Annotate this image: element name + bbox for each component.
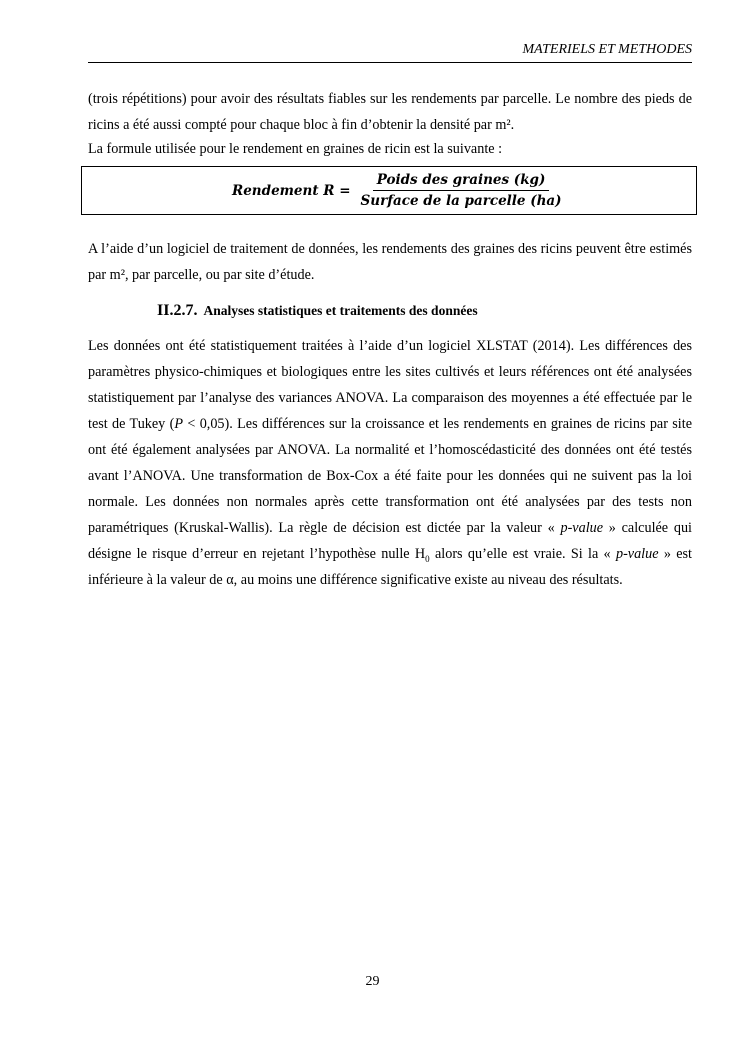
p-value-term: p-value <box>560 520 604 536</box>
p-value-term: p-value <box>615 546 659 562</box>
intro-paragraph: (trois répétitions) pour avoir des résultats fiables sur les rendements par parcelle. Le nombre des pieds de ricins a été aussi compté pour chaque bloc à fin d’obtenir la densité par m². <box>88 91 692 133</box>
formula-intro-text: La formule utilisée pour le rendement en graines de ricin est la suivante : <box>88 141 503 157</box>
yield-formula <box>232 167 566 214</box>
header-rule <box>88 62 692 63</box>
stats-text-1: Les données ont été statistiquement traitées à l’aide d’un logiciel XLSTAT (2014). Les différences des paramètres physico-chimiques et biologiques entre les sites cultivés et leurs références ont été analysées statistiquement par l’analyse des variances ANOVA. La comparaison des moyennes a été effectuée par le test de Tukey ( <box>88 338 692 432</box>
estimation-paragraph: A l’aide d’un logiciel de traitement de données, les rendements des graines des ricins peuvent être estimés par m², par parcelle, ou par site d’étude. <box>88 241 692 283</box>
stats-text-3: » calculée qui désigne le risque d’erreur en rejetant l’hypothèse nulle H <box>88 520 692 562</box>
formula-box <box>81 166 697 215</box>
formula-fraction <box>357 172 566 209</box>
formula-lhs: Rendement R = <box>232 182 351 199</box>
p-symbol: P <box>174 416 184 432</box>
section-title: Analyses statistiques et traitements des données <box>203 303 478 318</box>
section-heading <box>157 300 478 322</box>
stats-text-4: alors qu’elle est vraie. Si la « <box>429 546 616 562</box>
h-subscript: 0 <box>425 553 430 564</box>
stats-text-2: < 0,05). Les différences sur la croissance et les rendements en graines de ricins par site ont été également analysées par ANOVA. La normalité et l’homoscédasticité des données ont été testés avant l’ANOVA. Une transformation de Box-Cox a été faite pour les données qui ne suivent pas la loi normale. Les données non normales après cette transformation ont été analysées par des tests non paramétriques (Kruskal-Wallis). La règle de décision est dictée par la valeur « <box>88 416 692 536</box>
statistics-paragraph <box>88 333 692 593</box>
stats-text-5: » est inférieure à la valeur de α, au moins une différence significative existe au niveau des résultats. <box>88 546 692 588</box>
page-number: 29 <box>365 974 380 989</box>
running-header: MATERIELS ET METHODES <box>522 42 692 57</box>
formula-numerator: Poids des graines (kg) <box>373 172 550 191</box>
section-number: II.2.7. <box>157 302 198 319</box>
formula-denominator: Surface de la parcelle (ha) <box>360 193 562 209</box>
